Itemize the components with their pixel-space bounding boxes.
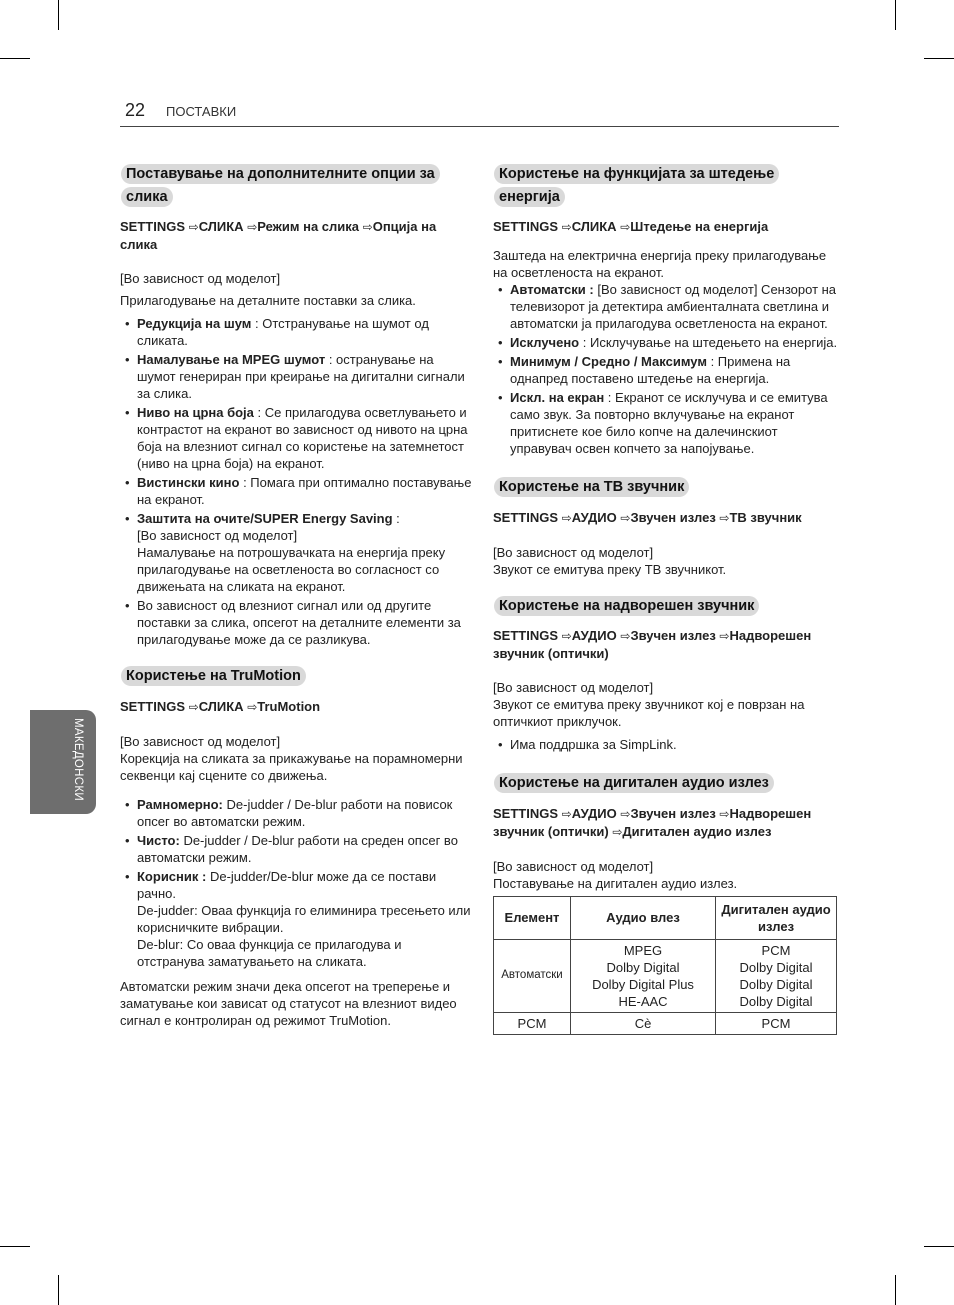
arrow-icon: ⇨ <box>188 699 199 714</box>
option-description: [Во зависност од моделот] Сензорот на телевизорот ја детектира амбиенталната светлина и автоматски ја прилагодува осветленоста на екранот. <box>510 282 837 331</box>
model-note: [Во зависност од моделот] <box>493 544 654 560</box>
option-name: Минимум / Средно / Максимум <box>510 354 707 369</box>
menu-path-step: Дигитален аудио излез <box>622 823 772 839</box>
option-list <box>120 796 472 970</box>
arrow-icon: ⇨ <box>362 220 373 234</box>
section-description: Звукот се емитува преку ТВ звучникот. <box>493 561 727 577</box>
section-heading: Користење на дигитален аудио излез <box>494 773 774 793</box>
option-description: : Отстранување на шумот од сликата. <box>137 316 429 348</box>
menu-path-step: Надворешен звучник (оптички) <box>493 628 812 661</box>
option-description: : Помага при оптимално поставување на екранот. <box>137 475 472 507</box>
arrow-icon: ⇨ <box>247 220 258 234</box>
list-item <box>510 736 838 753</box>
menu-path-step: Режим на слика <box>257 219 360 234</box>
option-description: De-judder / De-blur работи на среден опсег во автоматски режим. <box>137 832 458 865</box>
left-column <box>120 163 472 1034</box>
option-description: De-judder/De-blur може да се постави рачно. <box>137 868 437 901</box>
crop-mark <box>58 0 59 30</box>
table-cell: MPEG Dolby Digital Dolby Digital Plus HE-AAC <box>571 939 716 1012</box>
option-description: : остранување на шумот генериран при креирање на дигитални сигнали за слика. <box>137 352 465 401</box>
table-cell: PCM <box>716 1012 837 1034</box>
option-description: : <box>392 511 400 526</box>
section-description: Корекција на сликата за прикажување на порамномерни секвенци кај сцените со движења. <box>120 750 463 783</box>
model-note: [Во зависност од моделот] <box>493 680 654 695</box>
menu-path <box>120 218 472 253</box>
menu-path-step: СЛИКА <box>198 219 244 234</box>
arrow-icon: ⇨ <box>719 510 730 525</box>
option-list <box>120 315 472 648</box>
menu-path-step: SETTINGS <box>493 509 559 525</box>
section-heading: Користење на ТВ звучник <box>494 477 689 497</box>
section-heading: Користење на функцијата за штедење енергија <box>494 164 779 207</box>
option-description: : Екранот се исклучува и се емитува само звук. За повторно вклучување на екранот притиснете кое било копче на далечинскиот управувач освен копчето за напојување. <box>510 390 828 456</box>
table-header-row <box>494 896 837 939</box>
section-description: Звукот се емитува преку звучникот кој е поврзан на оптичкиот приклучок. <box>493 697 805 729</box>
right-column <box>493 163 838 1035</box>
menu-path-step: АУДИО <box>571 628 617 643</box>
option-name: Рамномерно: <box>137 796 223 812</box>
list-item <box>510 353 838 387</box>
option-name: Корисник : <box>137 868 207 884</box>
option-name: Искл. на екран <box>510 390 605 405</box>
menu-path-step: Звучен излез <box>630 509 716 525</box>
option-description: De-judder / De-blur работи на повисок опсег во автоматски режим. <box>137 796 453 829</box>
arrow-icon: ⇨ <box>620 806 631 821</box>
table-header-cell: Аудио влез <box>571 896 716 939</box>
model-note: [Во зависност од моделот] <box>120 733 281 749</box>
list-item <box>137 404 472 472</box>
list-item <box>510 334 838 351</box>
list-item <box>510 281 838 332</box>
crop-mark <box>895 0 896 30</box>
menu-path-step: SETTINGS <box>120 698 186 714</box>
option-name: Ниво на црна боја <box>137 405 254 420</box>
list-item <box>137 510 472 595</box>
section-description: Поставување на дигитален аудио излез. <box>493 875 738 891</box>
option-description: : Примена на однапред поставено штедење на енергија. <box>510 354 791 386</box>
list-item <box>510 389 838 457</box>
model-note: [Во зависност од моделот] <box>120 271 281 286</box>
menu-path <box>493 509 838 527</box>
page-header <box>120 98 839 127</box>
option-list <box>493 736 838 753</box>
option-description: Има поддршка за SimpLink. <box>510 737 677 752</box>
option-description: : Се прилагодува осветлувањето и контрастот на екранот во зависност од нивото на црна боја на влезниот сигнал со користење на затемнетост (ниво на црна боја) на екранот. <box>137 405 468 471</box>
menu-path-step: СЛИКА <box>571 219 617 234</box>
arrow-icon: ⇨ <box>620 510 631 525</box>
table-body <box>494 939 837 1034</box>
section-heading: Поставување на дополнителните опции за слика <box>121 164 440 207</box>
option-detail: Намалување на потрошувачката на енергија преку прилагодување на осветленоста во согласност со движењата на сликата на екранот. <box>137 545 446 594</box>
header-section-title: ПОСТАВКИ <box>166 104 237 119</box>
crop-mark <box>924 58 954 59</box>
list-item <box>137 796 472 830</box>
option-name: Исклучено <box>510 335 580 350</box>
menu-path-step: SETTINGS <box>493 219 559 234</box>
menu-path-step: Штедење на енергија <box>630 219 769 234</box>
menu-path-step: АУДИО <box>571 805 617 821</box>
language-side-tab <box>30 710 96 814</box>
section-heading: Користење на TruMotion <box>121 666 306 686</box>
menu-path-step: Звучен излез <box>630 805 716 821</box>
language-label: МАКЕДОНСКИ <box>72 718 84 801</box>
crop-mark <box>0 1246 30 1247</box>
list-item <box>137 868 472 970</box>
table-cell: PCM Dolby Digital Dolby Digital Dolby Digital <box>716 939 837 1012</box>
table-cell: Сè <box>571 1012 716 1034</box>
arrow-icon: ⇨ <box>247 699 258 714</box>
table-cell: Автоматски <box>494 939 571 1012</box>
option-name: Намалување на MPEG шумот <box>137 352 326 367</box>
section-description: Заштеда на електрична енергија преку прилагодување на осветленоста на екранот. <box>493 248 827 280</box>
menu-path-step: АУДИО <box>571 509 617 525</box>
menu-path-step: SETTINGS <box>493 805 559 821</box>
menu-path <box>493 218 838 236</box>
menu-path-step: Опција на слика <box>120 219 437 252</box>
menu-path <box>493 805 838 841</box>
menu-path-step: СЛИКА <box>198 698 244 714</box>
list-item <box>137 315 472 349</box>
menu-path-step: Надворешен звучник (оптички) <box>493 805 812 839</box>
arrow-icon: ⇨ <box>719 629 730 643</box>
crop-mark <box>0 58 30 59</box>
section-footer: Автоматски режим значи дека опсегот на треперење и заматување кои зависат од статусот на влезниот видео сигнал е контролиран од режимот TruMotion. <box>120 978 457 1028</box>
arrow-icon: ⇨ <box>719 806 730 821</box>
table-row <box>494 1012 837 1034</box>
menu-path-step: SETTINGS <box>493 628 559 643</box>
table-row <box>494 939 837 1012</box>
option-name: Чисто: <box>137 832 180 848</box>
crop-mark <box>58 1275 59 1305</box>
page-number: 22 <box>125 100 146 120</box>
option-detail: [Во зависност од моделот] <box>137 528 298 543</box>
option-description: : Исклучување на штедењето на енергија. <box>579 335 838 350</box>
crop-mark <box>895 1275 896 1305</box>
section-description: Прилагодување на деталните поставки за слика. <box>120 293 416 308</box>
arrow-icon: ⇨ <box>561 220 572 234</box>
option-list <box>493 281 838 457</box>
table-header-cell: Дигитален аудио излез <box>716 896 837 939</box>
audio-output-table <box>493 896 837 1035</box>
option-name: Автоматски : <box>510 282 594 297</box>
menu-path-step: TruMotion <box>257 698 321 714</box>
option-name: Заштита на очите/SUPER Energy Saving <box>137 511 393 526</box>
arrow-icon: ⇨ <box>620 629 631 643</box>
option-description: Во зависност од влезниот сигнал или од другите поставки за слика, опсегот на деталните елементи за прилагодување може да се разликува. <box>137 598 461 647</box>
menu-path <box>120 698 472 716</box>
model-note: [Во зависност од моделот] <box>493 858 654 874</box>
list-item <box>137 474 472 508</box>
menu-path-step: Звучен излез <box>630 628 716 643</box>
arrow-icon: ⇨ <box>561 510 572 525</box>
list-item <box>137 597 472 648</box>
option-name: Редукција на шум <box>137 316 252 331</box>
option-detail: De-judder: Оваа функција го елиминира тресењето или корисничките вибрации. <box>137 902 471 935</box>
table-cell: PCM <box>494 1012 571 1034</box>
arrow-icon: ⇨ <box>188 220 199 234</box>
arrow-icon: ⇨ <box>561 806 572 821</box>
arrow-icon: ⇨ <box>561 629 572 643</box>
option-name: Вистински кино <box>137 475 240 490</box>
crop-mark <box>924 1246 954 1247</box>
arrow-icon: ⇨ <box>612 824 623 839</box>
menu-path <box>493 627 838 662</box>
table-header-cell: Елемент <box>494 896 571 939</box>
menu-path-step: SETTINGS <box>120 219 186 234</box>
list-item <box>137 832 472 866</box>
arrow-icon: ⇨ <box>620 220 631 234</box>
list-item <box>137 351 472 402</box>
option-detail: De-blur: Со оваа функција се прилагодува и отстранува заматувањето на сликата. <box>137 936 402 969</box>
section-heading: Користење на надворешен звучник <box>494 596 759 616</box>
menu-path-step: ТВ звучник <box>729 509 802 525</box>
